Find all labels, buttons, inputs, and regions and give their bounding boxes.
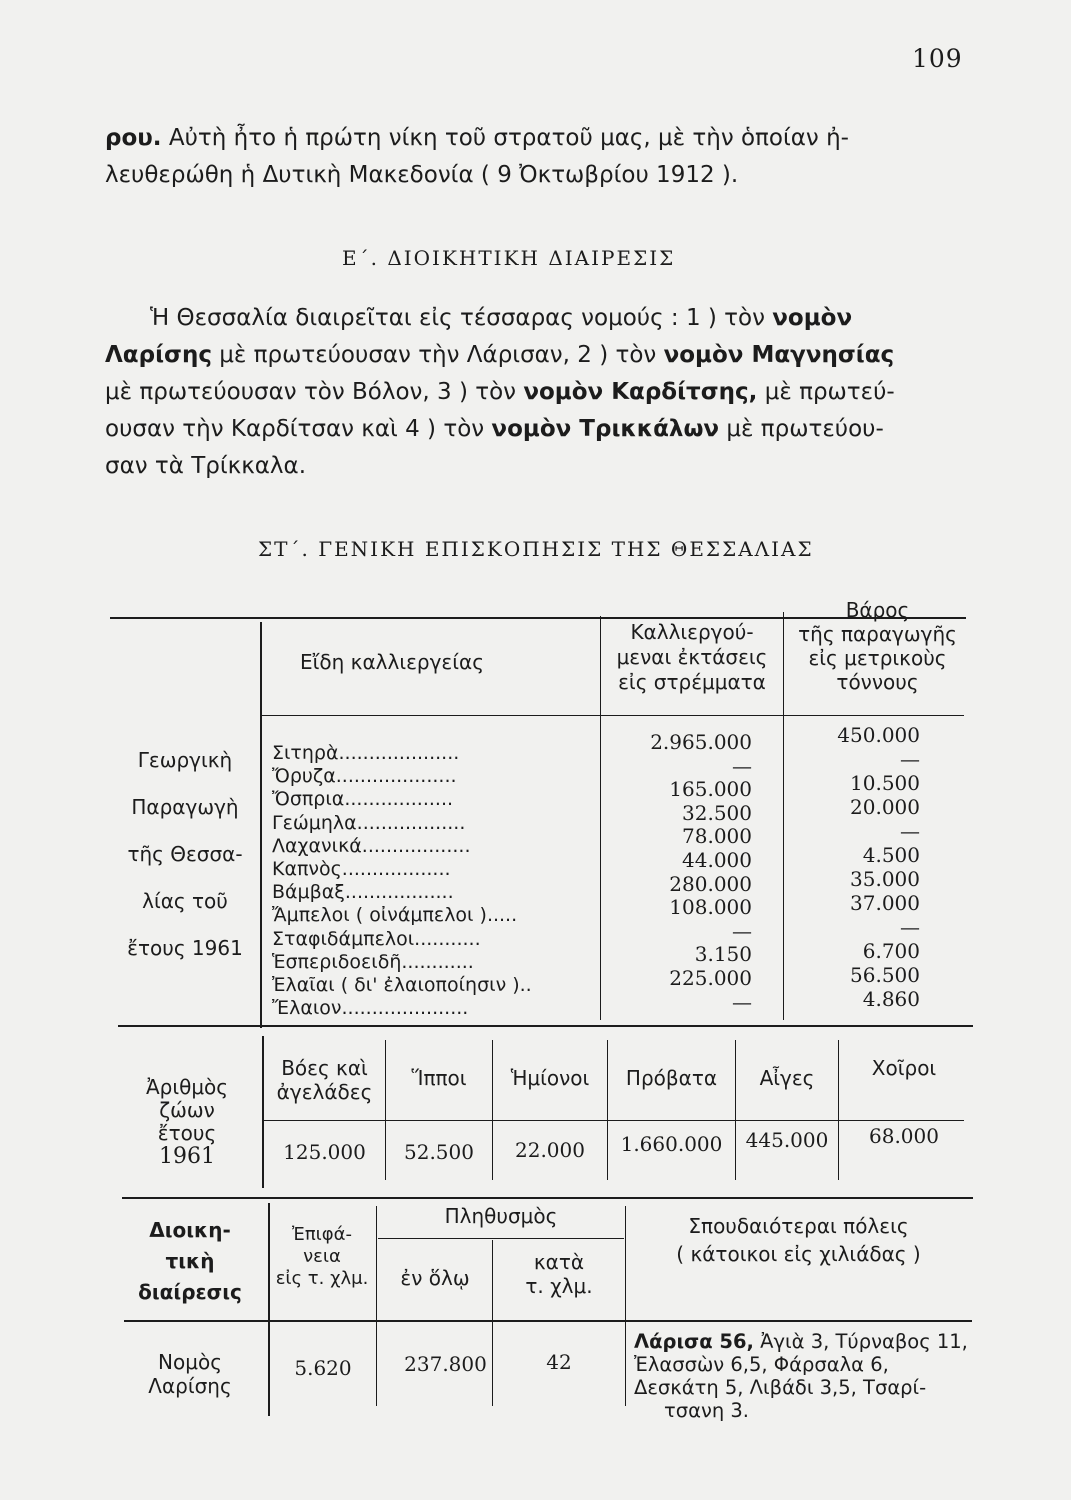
crop-list [272,742,532,1020]
value-pigs: 68.000 [869,1124,939,1148]
header-line: νεια [303,1246,341,1267]
intro-text: Αὐτὴ ἦτο ἡ πρώτη νίκη τοῦ στρατοῦ μας, μὲ τὴν ὁποίαν ἠ- [161,125,849,151]
label-line: τῆς Θεσσα- [127,842,243,866]
text: μὲ πρωτεύ- [757,379,895,405]
area-value: 2.965.000 [650,730,752,754]
header-line: Διοικη- [149,1218,231,1242]
header-surface [268,1224,376,1290]
admin-row-header [112,1215,268,1308]
label-line: Γεωργικὴ [137,748,233,772]
header-rule [264,1120,964,1121]
bold-text: νομὸν Τρικκάλων [491,416,720,442]
value-horses: 52.500 [404,1140,474,1164]
header-population: Πληθυσμὸς [444,1204,558,1228]
weight-value: 10.500 [850,771,920,795]
column-divider [260,622,262,1028]
intro-bold: ρου. [105,125,162,151]
header-line: ( κάτοικοι εἰς χιλιάδας ) [676,1242,921,1266]
header-line: τόννους [836,670,919,694]
label-line: λίας τοῦ [142,889,228,913]
area-value: 225.000 [669,965,752,990]
bold-text: νομὸν Καρδίτσης, [523,379,758,405]
header-line: Ἐπιφά- [292,1224,352,1245]
crop-item: Λαχανικά.................. [272,834,471,857]
table-rule [122,1197,973,1199]
header-area [602,620,782,695]
crop-item: Ἑσπεριδοειδῆ............ [272,950,474,973]
weight-value: 56.500 [850,963,920,987]
crop-item: Ὄρυζα.................... [272,765,457,788]
value-surface: 5.620 [294,1356,352,1380]
page-number: 109 [912,44,963,73]
value-sheep: 1.660.000 [620,1132,723,1156]
area-values [612,731,752,1014]
column-divider [376,1206,377,1406]
header-mules: Ἡμίονοι [510,1066,590,1090]
value-population: 237.800 [404,1352,487,1376]
area-value: 108.000 [669,895,752,920]
header-line: Καλλιεργού- [630,620,754,644]
section-st-heading: ΣΤ΄. ΓΕΝΙΚΗ ΕΠΙΣΚΟΠΗΣΙΣ ΤΗΣ ΘΕΣΣΑΛΙΑΣ [258,537,814,561]
area-value: 165.000 [669,777,752,802]
header-sheep: Πρόβατα [625,1066,718,1090]
bold-text: νομὸν [772,305,853,331]
main-city: Λάρισα 56, [634,1330,754,1353]
header-pigs: Χοῖροι [871,1056,937,1080]
crop-item: Ἔλαιον..................... [272,997,469,1020]
label-line: Παραγωγὴ [131,795,239,819]
header-goats: Αἶγες [759,1066,815,1090]
crop-item: Ἄμπελοι ( οἰνάμπελοι )..... [272,904,518,927]
table-rule [118,1025,973,1027]
intro-line-2: λευθερώθη ἡ Δυτικὴ Μακεδονία ( 9 Ὀκτωβρίου 1912 ). [105,162,739,188]
section-e-paragraph [105,300,895,485]
crop-item: Καπνὸς.................. [272,858,451,881]
crop-item: Σιτηρὰ.................... [272,742,460,764]
header-line: Βόες καὶ [281,1056,368,1080]
header-cities [626,1212,971,1268]
weight-values [810,723,920,1011]
label-line: 1961 [159,1144,215,1169]
area-value: — [732,753,752,778]
header-line: εἰς μετρικοὺς [808,646,947,670]
label-line: ἔτους [157,1121,217,1145]
intro-line-1 [105,120,849,157]
text: Ἡ Θεσσαλία διαιρεῖται εἰς τέσσαρας νομούς : 1 ) τὸν [150,305,773,331]
column-divider [735,1040,736,1180]
cities-list [634,1330,968,1422]
crop-item: Ὄσπρια.................. [272,788,454,811]
area-value: 3.150 [694,942,752,967]
section-e-line-4 [105,411,895,448]
text: μὲ πρωτεύουσαν τὸν Βόλον, 3 ) τὸν [105,379,524,405]
crop-item: Ἐλαῖαι ( δι' ἐλαιοποίησιν ).. [272,974,532,997]
column-divider [600,616,601,1020]
header-rule [262,715,964,716]
bold-text: νομὸν Μαγνησίας [663,342,895,368]
text: μὲ πρωτεύου- [719,416,884,442]
section-e-line-3 [105,374,895,411]
crop-item: Σταφιδάμπελοι........... [272,927,481,950]
weight-value: — [900,819,920,843]
area-value: — [732,918,752,943]
weight-value: 4.860 [862,987,920,1011]
weight-value: 35.000 [850,867,920,891]
label-line: ἔτους 1961 [127,936,243,960]
header-line: τ. χλμ. [525,1274,593,1298]
name-line: Νομὸς [158,1350,222,1374]
value-mules: 22.000 [515,1138,585,1162]
section-e-heading: Ε΄. ΔΙΟΙΚΗΤΙΚΗ ΔΙΑΙΡΕΣΙΣ [342,246,676,270]
header-cattle [264,1056,385,1104]
cities-text: Ἀγιὰ 3, Τύρναβος 11, [753,1330,968,1353]
area-value: 44.000 [682,847,752,872]
header-rule [378,1238,624,1239]
header-rule [124,1320,972,1322]
crop-item: Βάμβαξ.................. [272,881,454,904]
cities-line-4: τσανη 3. [664,1399,750,1422]
crop-item: Γεώμηλα.................. [272,811,466,834]
weight-value: 4.500 [862,843,920,867]
weight-value: 6.700 [862,939,920,963]
text: μὲ πρωτεύουσαν τὴν Λάρισαν, 2 ) τὸν [211,342,664,368]
header-total: ἐν ὅλῳ [400,1266,470,1290]
area-value: — [732,989,752,1014]
text: ουσαν τὴν Καρδίτσαν καὶ 4 ) τὸν [105,416,492,442]
cities-line-1 [634,1330,968,1353]
header-crops: Εἴδη καλλιεργείας [300,650,484,674]
area-value: 78.000 [682,824,752,849]
weight-value: 37.000 [850,891,920,915]
area-value: 280.000 [669,871,752,896]
header-line: κατὰ [533,1250,585,1274]
row-label-agriculture [110,737,260,972]
header-line: Βάρος [845,598,910,622]
header-line: εἰς τ. χλμ. [275,1268,369,1289]
name-line: Λαρίσης [148,1374,232,1398]
column-divider [607,1040,608,1180]
intro-paragraph [105,120,849,194]
area-value: 32.500 [682,800,752,825]
header-per-km [493,1250,625,1298]
weight-value: 20.000 [850,795,920,819]
header-line: διαίρεσις [138,1280,242,1304]
header-line: ἀγελάδες [276,1080,373,1104]
weight-value: — [900,915,920,939]
row-label-animals [112,1076,262,1168]
section-e-line-1 [105,300,895,337]
value-per-km: 42 [546,1350,572,1374]
label-line: Ἀριθμὸς [145,1075,229,1099]
header-line: εἰς στρέμματα [618,670,766,694]
header-line: Σπουδαιότεραι πόλεις [688,1214,909,1238]
value-goats: 445.000 [745,1128,829,1152]
weight-value: 450.000 [837,723,920,747]
label-line: ζώων [159,1098,215,1122]
cities-line-3: Δεσκάτη 5, Λιβάδι 3,5, Τσαρί- [634,1376,927,1399]
section-e-line-2 [105,337,895,374]
header-weight [785,598,970,694]
value-cattle: 125.000 [283,1140,366,1164]
weight-value: — [900,747,920,771]
header-horses: Ἵπποι [411,1066,467,1090]
row-name-larisa [112,1350,268,1398]
column-divider [783,612,784,1020]
header-line: τῆς παραγωγῆς [798,622,957,646]
header-line: μεναι ἐκτάσεις [616,645,768,669]
section-e-line-5: σαν τὰ Τρίκκαλα. [105,453,307,479]
bold-text: Λαρίσης [105,342,212,368]
cities-line-2: Ἐλασσὼν 6,5, Φάρσαλα 6, [634,1353,889,1376]
header-line: τικὴ [165,1249,215,1273]
